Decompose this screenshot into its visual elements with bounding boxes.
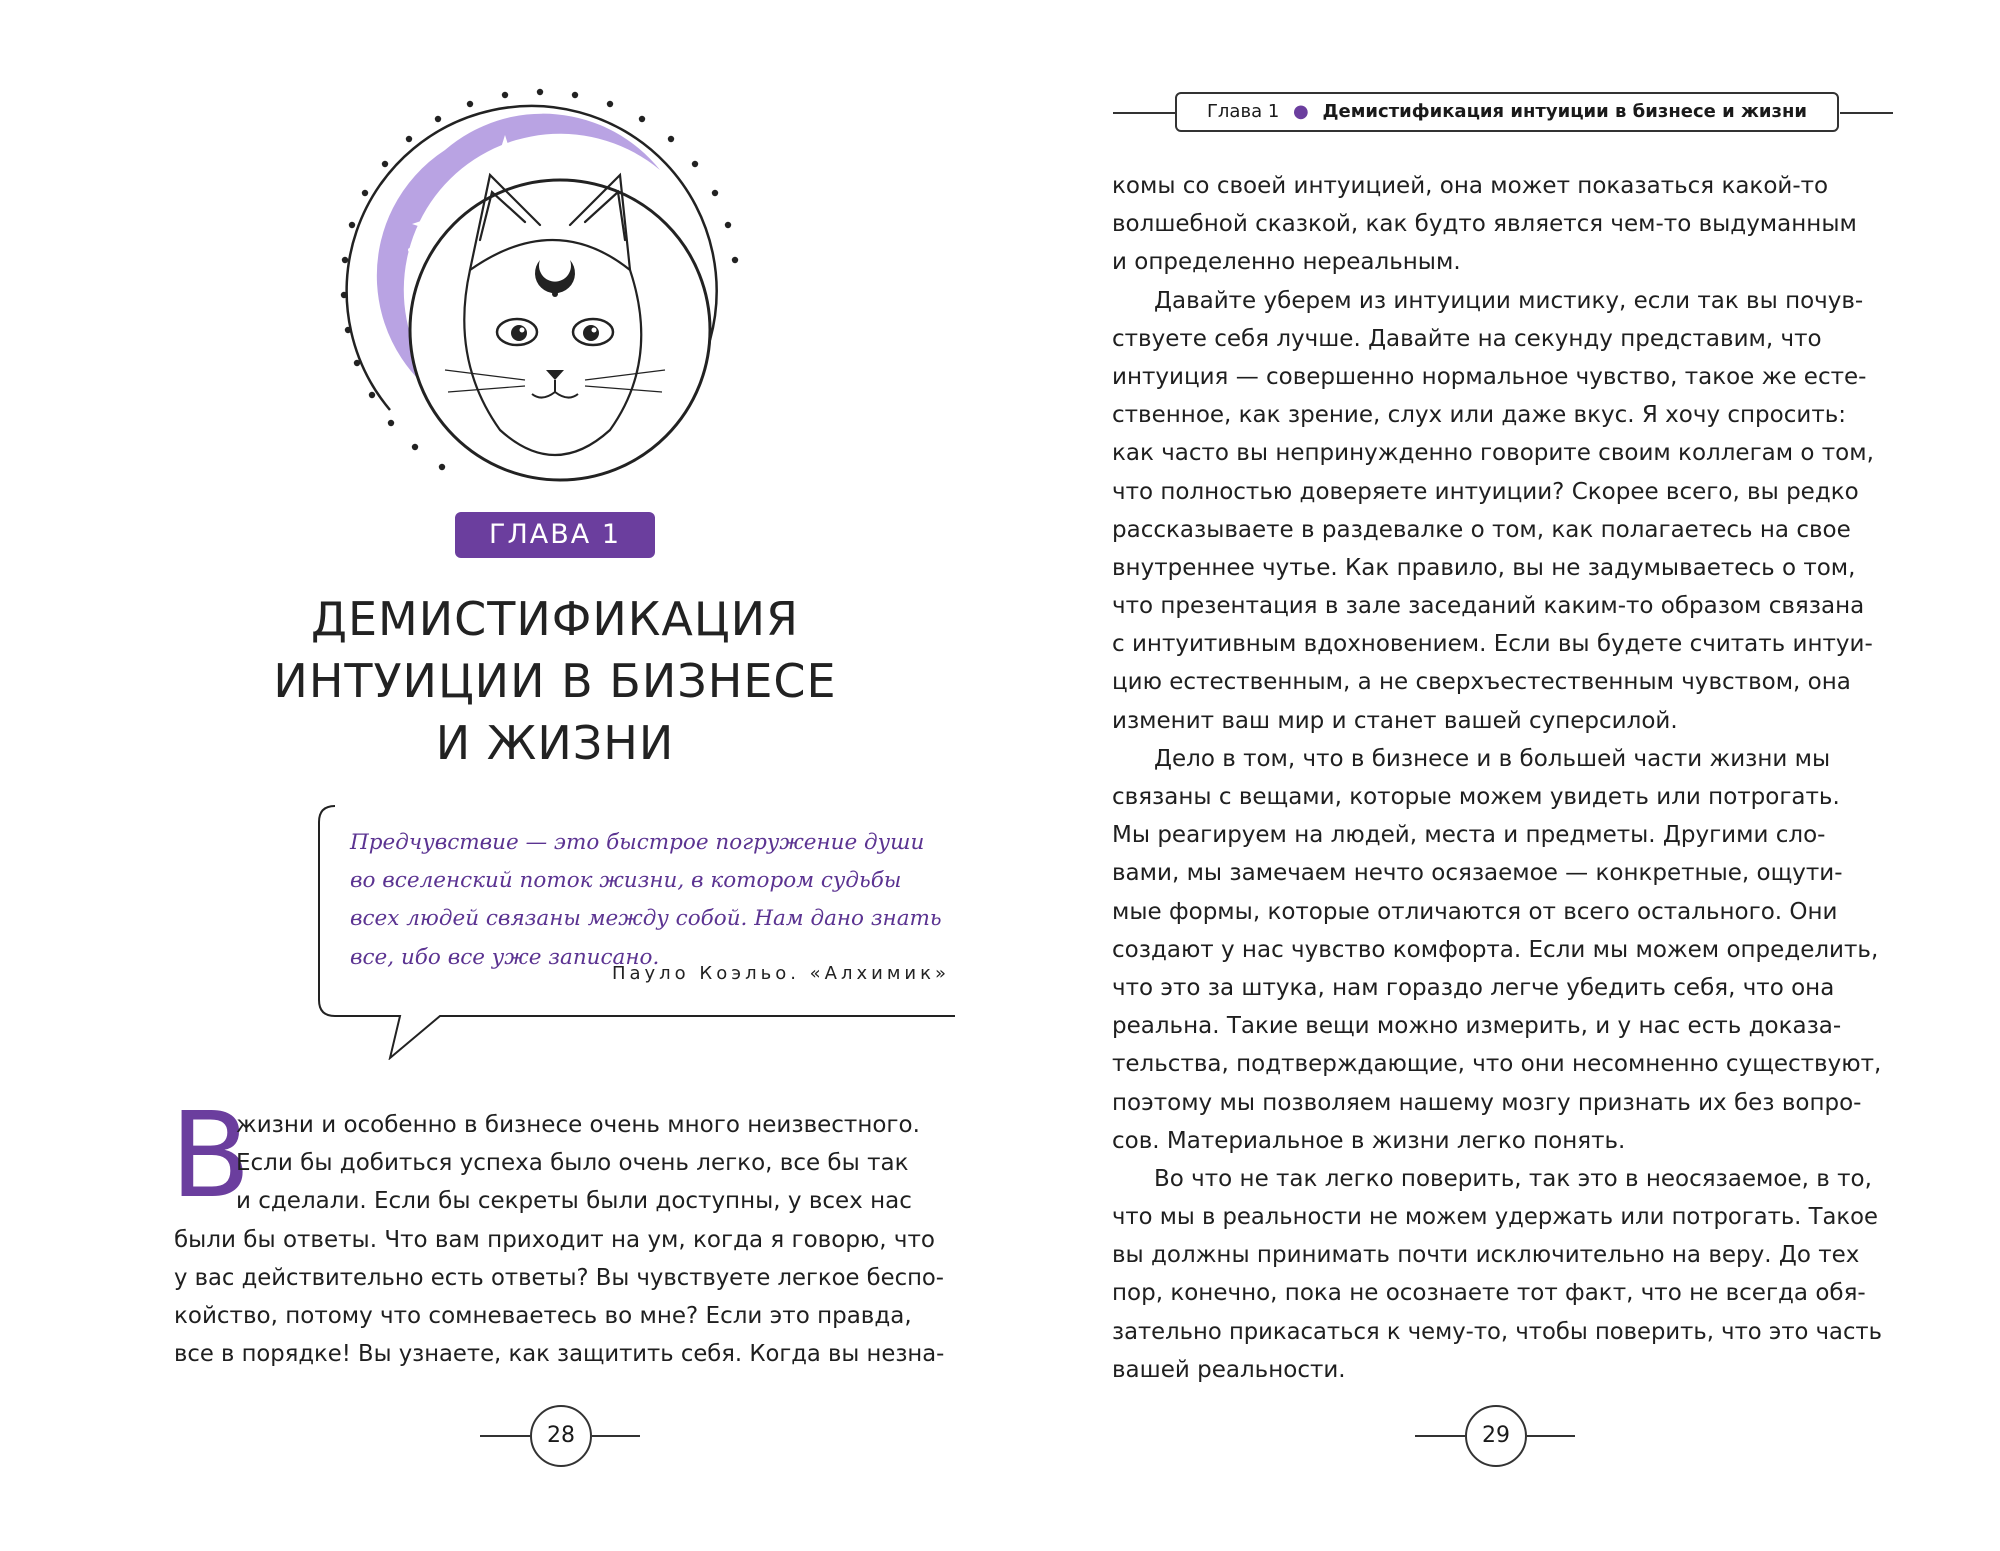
body-line: тельства, подтверждающие, что они несомненно существуют,	[1112, 1051, 1882, 1078]
page-number-left	[480, 1405, 640, 1465]
body-line: Дело в том, что в бизнесе и в большей части жизни мы	[1154, 745, 1831, 772]
body-line: у вас действительно есть ответы? Вы чувствуете легкое беспо-	[174, 1264, 944, 1291]
body-line: зательно прикасаться к чему-то, чтобы поверить, что это часть	[1112, 1318, 1883, 1345]
body-line: интуиция — совершенно нормальное чувство, такое же есте-	[1112, 363, 1867, 390]
chapter-title	[200, 588, 910, 774]
body-line: что мы в реальности не можем удержать или потрогать. Такое	[1112, 1204, 1878, 1231]
chapter-title-line: ИНТУИЦИИ В БИЗНЕСЕ	[273, 654, 837, 708]
body-line: койство, потому что сомневаетесь во мне? Если это правда,	[174, 1302, 912, 1329]
body-line: жизни и особенно в бизнесе очень много неизвестного.	[236, 1112, 920, 1138]
epigraph-line: во вселенский поток жизни, в котором судьбы	[350, 868, 902, 894]
body-line: мые формы, которые отличаются от всего остального. Они	[1112, 898, 1838, 925]
body-line: создают у нас чувство комфорта. Если мы можем определить,	[1112, 936, 1879, 963]
moon-cat-illustration	[330, 80, 750, 500]
bullet-dot-icon: ●	[1293, 101, 1309, 122]
left-body-text	[174, 1106, 944, 1373]
body-line: как часто вы непринужденно говорите своим коллегам о том,	[1112, 440, 1874, 467]
right-body-text	[1112, 167, 1885, 1389]
chapter-badge: ГЛАВА 1	[455, 512, 655, 558]
body-line: ственное, как зрение, слух или даже вкус. Я хочу спросить:	[1112, 402, 1847, 429]
page-number-right	[1415, 1405, 1575, 1465]
epigraph-line: всех людей связаны между собой. Нам дано знать	[350, 906, 942, 932]
right-page	[1000, 0, 2000, 1551]
paragraph	[1112, 740, 1885, 1160]
page-number-value: 29	[1465, 1405, 1527, 1467]
epigraph-bubble	[315, 800, 955, 1050]
body-line: рассказываете в раздевалке о том, как полагаетесь на свое	[1112, 516, 1851, 543]
body-line: Давайте уберем из интуиции мистику, если так вы почув-	[1154, 287, 1864, 314]
body-line: и определенно нереальным.	[1112, 249, 1461, 276]
chapter-title-line: ДЕМИСТИФИКАЦИЯ	[311, 592, 799, 646]
body-line: Во что не так легко поверить, так это в неосязаемое, в то,	[1154, 1165, 1872, 1192]
epigraph-author: Пауло Коэльо. «Алхимик»	[611, 963, 950, 984]
body-line: вашей реальности.	[1112, 1356, 1346, 1383]
chapter-title-line: И ЖИЗНИ	[435, 716, 675, 770]
body-line: реальна. Такие вещи можно измерить, и у нас есть доказа-	[1112, 1013, 1842, 1040]
body-line: Если бы добиться успеха было очень легко, все бы так	[236, 1150, 909, 1177]
page-number-value: 28	[530, 1405, 592, 1467]
body-line: все в порядке! Вы узнаете, как защитить себя. Когда вы незна-	[174, 1341, 945, 1368]
running-header	[1113, 92, 1893, 132]
body-line: что полностью доверяете интуиции? Скорее всего, вы редко	[1112, 478, 1859, 505]
paragraph	[1112, 282, 1885, 740]
paragraph	[1112, 1160, 1885, 1389]
body-line: и сделали. Если бы секреты были доступны, у всех нас	[236, 1188, 912, 1215]
body-line: Мы реагируем на людей, места и предметы. Другими сло-	[1112, 822, 1826, 849]
running-header-box	[1175, 92, 1839, 132]
body-line: внутреннее чутье. Как правило, вы не задумываетесь о том,	[1112, 554, 1856, 581]
epigraph-line: Предчувствие — это быстрое погружение души	[350, 830, 925, 855]
body-line: комы со своей интуицией, она может показаться какой-то	[1112, 173, 1829, 199]
body-line: вы должны принимать почти исключительно на веру. До тех	[1112, 1242, 1860, 1269]
body-line: связаны с вещами, которые можем увидеть или потрогать.	[1112, 784, 1840, 810]
body-line: изменит ваш мир и станет вашей суперсилой.	[1112, 707, 1678, 734]
body-line: были бы ответы. Что вам приходит на ум, когда я говорю, что	[174, 1226, 935, 1253]
body-line: цию естественным, а не сверхъестественным чувством, она	[1112, 669, 1851, 696]
drop-cap: В	[170, 1086, 251, 1224]
epigraph-quote	[350, 827, 950, 980]
body-line: волшебной сказкой, как будто является чем-то выдуманным	[1112, 211, 1857, 238]
body-line: поэтому мы позволяем нашему мозгу признать их без вопро-	[1112, 1089, 1862, 1116]
body-line: пор, конечно, пока не осознаете тот факт, что не всегда обя-	[1112, 1280, 1866, 1307]
body-line: что это за штука, нам гораздо легче убедить себя, что она	[1112, 974, 1835, 1001]
header-title: Демистификация интуиции в бизнесе и жизни	[1322, 101, 1808, 122]
body-line: ствуете себя лучше. Давайте на секунду представим, что	[1112, 325, 1822, 352]
body-line: с интуитивным вдохновением. Если вы будете считать интуи-	[1112, 631, 1873, 658]
epigraph-line: все, ибо все уже записано.	[350, 944, 660, 970]
header-chapter: Глава 1	[1206, 101, 1280, 122]
body-line: вами, мы замечаем нечто осязаемое — конкретные, ощути-	[1112, 860, 1843, 887]
paragraph	[1112, 167, 1885, 282]
body-line: что презентация в зале заседаний каким-то образом связана	[1112, 593, 1865, 620]
body-line: сов. Материальное в жизни легко понять.	[1112, 1127, 1626, 1154]
